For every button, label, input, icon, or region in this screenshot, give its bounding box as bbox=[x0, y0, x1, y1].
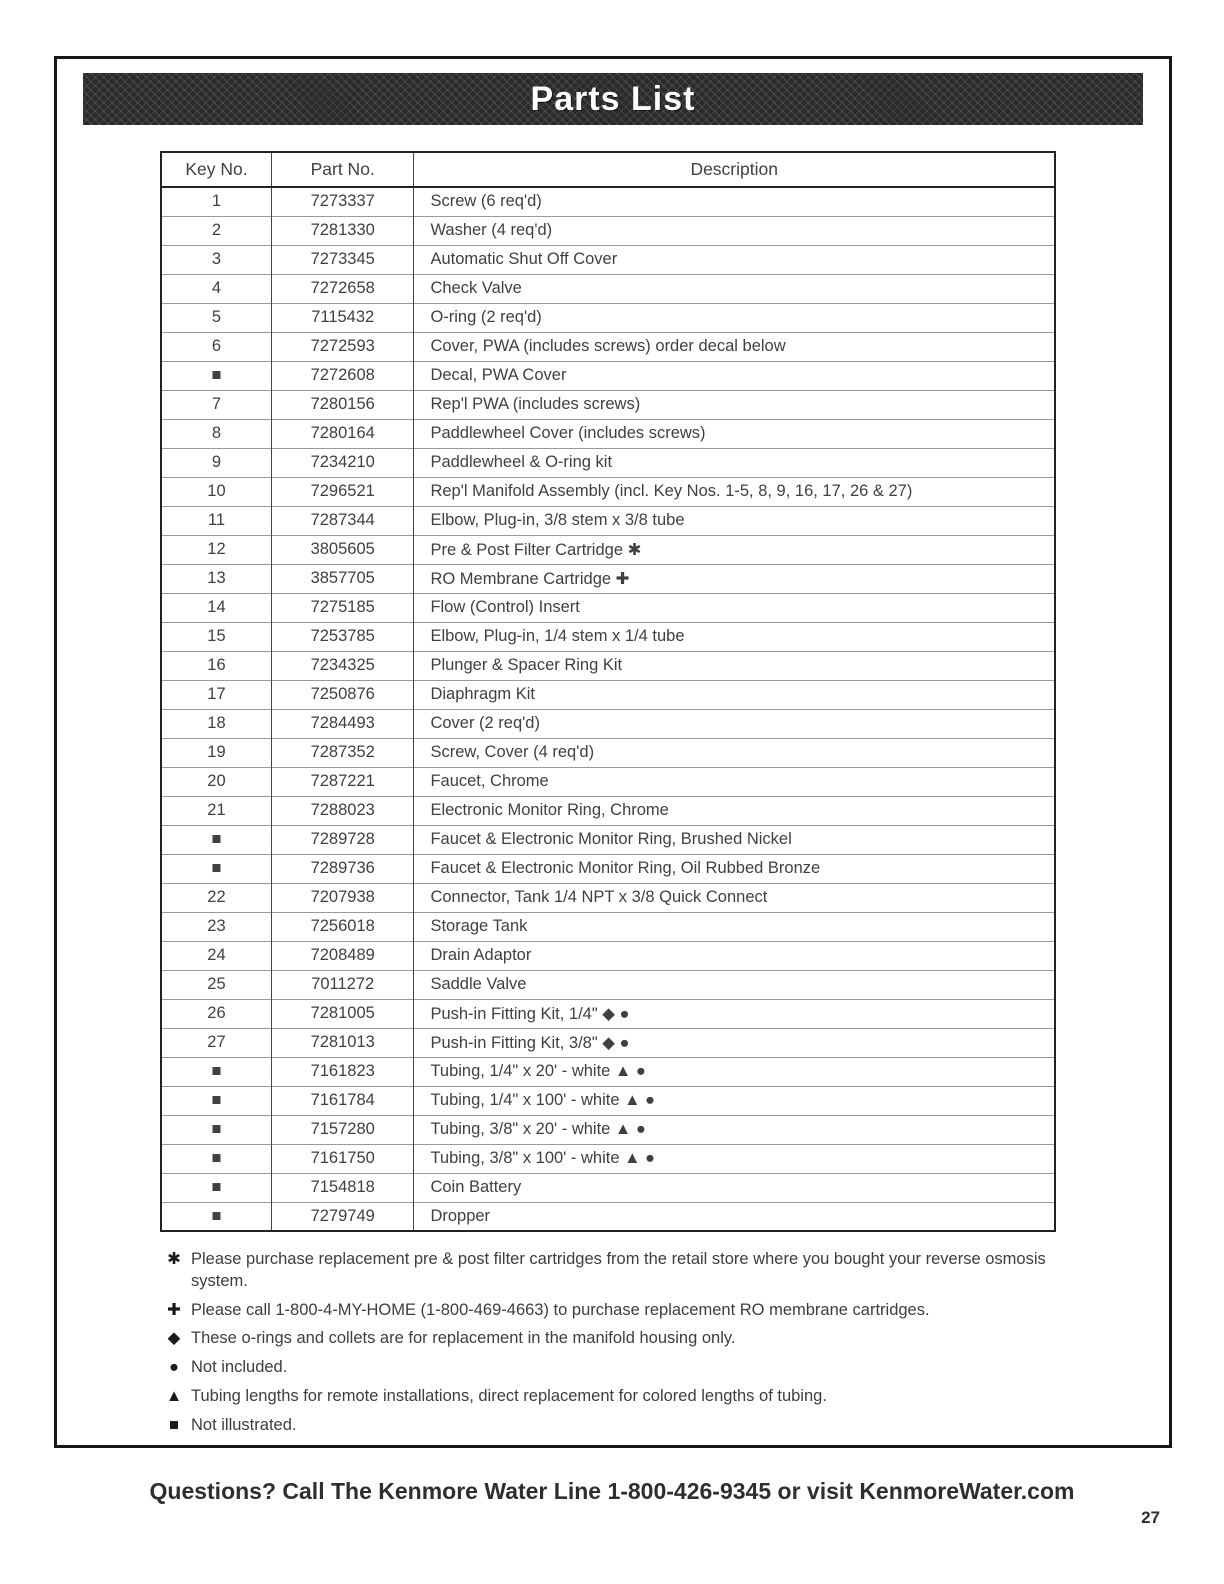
cell-desc: Rep'l Manifold Assembly (incl. Key Nos. 1-5, 8, 9, 16, 17, 26 & 27) bbox=[414, 477, 1055, 506]
cell-key: 7 bbox=[161, 390, 271, 419]
cell-key: 24 bbox=[161, 941, 271, 970]
footnote-symbol-icon: ✚ bbox=[167, 1300, 181, 1319]
cell-part: 7273345 bbox=[271, 245, 413, 274]
cell-key: 6 bbox=[161, 332, 271, 361]
cell-desc: Rep'l PWA (includes screws) bbox=[414, 390, 1055, 419]
cell-key: 26 bbox=[161, 999, 271, 1028]
column-header-part-no: Part No. bbox=[271, 152, 413, 187]
cell-desc: Paddlewheel Cover (includes screws) bbox=[414, 419, 1055, 448]
table-row bbox=[161, 941, 1055, 970]
cell-desc: Elbow, Plug-in, 1/4 stem x 1/4 tube bbox=[414, 622, 1055, 651]
cell-desc: Saddle Valve bbox=[414, 970, 1055, 999]
cell-desc: O-ring (2 req'd) bbox=[414, 303, 1055, 332]
cell-desc: Cover (2 req'd) bbox=[414, 709, 1055, 738]
cell-desc: Drain Adaptor bbox=[414, 941, 1055, 970]
table-row bbox=[161, 883, 1055, 912]
table-row bbox=[161, 680, 1055, 709]
footnote-item bbox=[165, 1328, 1077, 1350]
cell-key: ■ bbox=[161, 1086, 271, 1115]
cell-part: 7272593 bbox=[271, 332, 413, 361]
cell-key: 20 bbox=[161, 767, 271, 796]
cell-desc: Flow (Control) Insert bbox=[414, 593, 1055, 622]
cell-desc: Push-in Fitting Kit, 3/8" ◆ ● bbox=[414, 1028, 1055, 1057]
cell-key: 2 bbox=[161, 216, 271, 245]
cell-desc: Screw (6 req'd) bbox=[414, 187, 1055, 216]
table-row bbox=[161, 274, 1055, 303]
table-row bbox=[161, 506, 1055, 535]
table-row bbox=[161, 1057, 1055, 1086]
cell-desc: Faucet & Electronic Monitor Ring, Oil Rubbed Bronze bbox=[414, 854, 1055, 883]
column-header-key-no: Key No. bbox=[161, 152, 271, 187]
cell-part: 7253785 bbox=[271, 622, 413, 651]
parts-table bbox=[160, 151, 1056, 1232]
cell-part: 7234210 bbox=[271, 448, 413, 477]
footnote-item bbox=[165, 1415, 1077, 1437]
table-row bbox=[161, 796, 1055, 825]
cell-part: 7289736 bbox=[271, 854, 413, 883]
cell-desc: Automatic Shut Off Cover bbox=[414, 245, 1055, 274]
cell-desc: Cover, PWA (includes screws) order decal below bbox=[414, 332, 1055, 361]
cell-part: 7273337 bbox=[271, 187, 413, 216]
table-row bbox=[161, 332, 1055, 361]
cell-key: ■ bbox=[161, 1202, 271, 1231]
cell-part: 3857705 bbox=[271, 564, 413, 593]
cell-desc: Tubing, 3/8" x 20' - white ▲ ● bbox=[414, 1115, 1055, 1144]
cell-desc: Diaphragm Kit bbox=[414, 680, 1055, 709]
cell-desc: Faucet, Chrome bbox=[414, 767, 1055, 796]
cell-key: ■ bbox=[161, 1057, 271, 1086]
cell-key: ■ bbox=[161, 825, 271, 854]
cell-part: 7234325 bbox=[271, 651, 413, 680]
cell-desc: Connector, Tank 1/4 NPT x 3/8 Quick Connect bbox=[414, 883, 1055, 912]
cell-part: 7284493 bbox=[271, 709, 413, 738]
cell-part: 7208489 bbox=[271, 941, 413, 970]
cell-key: 27 bbox=[161, 1028, 271, 1057]
cell-desc: Storage Tank bbox=[414, 912, 1055, 941]
table-row bbox=[161, 216, 1055, 245]
cell-key: 14 bbox=[161, 593, 271, 622]
cell-part: 7161750 bbox=[271, 1144, 413, 1173]
table-row bbox=[161, 1086, 1055, 1115]
cell-key: 15 bbox=[161, 622, 271, 651]
cell-desc: Screw, Cover (4 req'd) bbox=[414, 738, 1055, 767]
footnote-text: Please purchase replacement pre & post filter cartridges from the retail store where you bought your reverse osmosis system. bbox=[191, 1250, 1046, 1290]
footnote-text: These o-rings and collets are for replacement in the manifold housing only. bbox=[191, 1329, 736, 1348]
footnote-item bbox=[165, 1386, 1077, 1408]
table-row bbox=[161, 1202, 1055, 1231]
table-row bbox=[161, 535, 1055, 564]
cell-key: ■ bbox=[161, 854, 271, 883]
cell-key: 23 bbox=[161, 912, 271, 941]
parts-list-border bbox=[54, 56, 1172, 1448]
table-row bbox=[161, 390, 1055, 419]
cell-key: 25 bbox=[161, 970, 271, 999]
footnote-symbol-icon: ● bbox=[169, 1358, 179, 1377]
cell-key: 13 bbox=[161, 564, 271, 593]
table-row bbox=[161, 361, 1055, 390]
table-row bbox=[161, 1144, 1055, 1173]
cell-desc: Paddlewheel & O-ring kit bbox=[414, 448, 1055, 477]
cell-part: 7281013 bbox=[271, 1028, 413, 1057]
table-row bbox=[161, 448, 1055, 477]
parts-list-header-band bbox=[83, 73, 1143, 125]
table-row bbox=[161, 245, 1055, 274]
table-row bbox=[161, 477, 1055, 506]
parts-table-body bbox=[161, 187, 1055, 1231]
cell-part: 7207938 bbox=[271, 883, 413, 912]
footnote-text: Tubing lengths for remote installations, direct replacement for colored lengths of tubing. bbox=[191, 1386, 827, 1405]
footnote-text: Please call 1-800-4-MY-HOME (1-800-469-4663) to purchase replacement RO membrane cartridges. bbox=[191, 1300, 930, 1319]
cell-part: 7161784 bbox=[271, 1086, 413, 1115]
table-row bbox=[161, 303, 1055, 332]
footnote-item bbox=[165, 1249, 1077, 1293]
cell-key: 18 bbox=[161, 709, 271, 738]
cell-part: 7287221 bbox=[271, 767, 413, 796]
table-row bbox=[161, 912, 1055, 941]
table-row bbox=[161, 1028, 1055, 1057]
cell-part: 7272658 bbox=[271, 274, 413, 303]
cell-key: 9 bbox=[161, 448, 271, 477]
cell-part: 7011272 bbox=[271, 970, 413, 999]
cell-desc: Dropper bbox=[414, 1202, 1055, 1231]
cell-part: 7250876 bbox=[271, 680, 413, 709]
cell-key: 12 bbox=[161, 535, 271, 564]
cell-desc: Plunger & Spacer Ring Kit bbox=[414, 651, 1055, 680]
page-title: Parts List bbox=[530, 79, 696, 118]
cell-key: 8 bbox=[161, 419, 271, 448]
footnote-text: Not included. bbox=[191, 1358, 288, 1377]
table-row bbox=[161, 187, 1055, 216]
cell-desc: Tubing, 1/4" x 100' - white ▲ ● bbox=[414, 1086, 1055, 1115]
table-row bbox=[161, 1173, 1055, 1202]
cell-key: 3 bbox=[161, 245, 271, 274]
cell-desc: Pre & Post Filter Cartridge ✱ bbox=[414, 535, 1055, 564]
cell-key: ■ bbox=[161, 1173, 271, 1202]
table-row bbox=[161, 970, 1055, 999]
cell-desc: Tubing, 1/4" x 20' - white ▲ ● bbox=[414, 1057, 1055, 1086]
table-row bbox=[161, 825, 1055, 854]
footnote-symbol-icon: ▲ bbox=[165, 1386, 183, 1405]
table-row bbox=[161, 738, 1055, 767]
cell-key: 4 bbox=[161, 274, 271, 303]
footnote-symbol-icon: ◆ bbox=[167, 1329, 181, 1348]
table-row bbox=[161, 709, 1055, 738]
cell-part: 7289728 bbox=[271, 825, 413, 854]
footnote-item bbox=[165, 1357, 1077, 1379]
cell-key: 17 bbox=[161, 680, 271, 709]
cell-part: 7154818 bbox=[271, 1173, 413, 1202]
cell-desc: RO Membrane Cartridge ✚ bbox=[414, 564, 1055, 593]
table-row bbox=[161, 999, 1055, 1028]
cell-part: 7256018 bbox=[271, 912, 413, 941]
cell-part: 7296521 bbox=[271, 477, 413, 506]
table-row bbox=[161, 854, 1055, 883]
cell-desc: Washer (4 req'd) bbox=[414, 216, 1055, 245]
cell-desc: Electronic Monitor Ring, Chrome bbox=[414, 796, 1055, 825]
cell-key: 11 bbox=[161, 506, 271, 535]
cell-part: 7275185 bbox=[271, 593, 413, 622]
cell-part: 3805605 bbox=[271, 535, 413, 564]
table-row bbox=[161, 564, 1055, 593]
cell-key: ■ bbox=[161, 361, 271, 390]
table-row bbox=[161, 622, 1055, 651]
cell-part: 7281330 bbox=[271, 216, 413, 245]
cell-desc: Faucet & Electronic Monitor Ring, Brushed Nickel bbox=[414, 825, 1055, 854]
cell-key: ■ bbox=[161, 1144, 271, 1173]
page-number: 27 bbox=[1141, 1508, 1160, 1527]
table-header-row bbox=[161, 152, 1055, 187]
footer-text: Questions? Call The Kenmore Water Line 1-800-426-9345 or visit KenmoreWater.com bbox=[149, 1478, 1075, 1504]
cell-part: 7280156 bbox=[271, 390, 413, 419]
cell-desc: Elbow, Plug-in, 3/8 stem x 3/8 tube bbox=[414, 506, 1055, 535]
cell-key: 16 bbox=[161, 651, 271, 680]
table-row bbox=[161, 651, 1055, 680]
footnotes bbox=[165, 1249, 1077, 1443]
cell-part: 7287352 bbox=[271, 738, 413, 767]
footnote-text: Not illustrated. bbox=[191, 1415, 297, 1434]
cell-key: 1 bbox=[161, 187, 271, 216]
cell-part: 7288023 bbox=[271, 796, 413, 825]
cell-desc: Coin Battery bbox=[414, 1173, 1055, 1202]
table-row bbox=[161, 1115, 1055, 1144]
cell-part: 7279749 bbox=[271, 1202, 413, 1231]
footnote-symbol-icon: ✱ bbox=[167, 1250, 181, 1268]
cell-key: 19 bbox=[161, 738, 271, 767]
footnote-item bbox=[165, 1300, 1077, 1322]
cell-part: 7161823 bbox=[271, 1057, 413, 1086]
table-row bbox=[161, 767, 1055, 796]
cell-desc: Decal, PWA Cover bbox=[414, 361, 1055, 390]
table-row bbox=[161, 593, 1055, 622]
cell-desc: Tubing, 3/8" x 100' - white ▲ ● bbox=[414, 1144, 1055, 1173]
cell-key: 22 bbox=[161, 883, 271, 912]
cell-part: 7280164 bbox=[271, 419, 413, 448]
footnote-symbol-icon: ■ bbox=[169, 1415, 179, 1434]
cell-part: 7281005 bbox=[271, 999, 413, 1028]
cell-part: 7272608 bbox=[271, 361, 413, 390]
cell-desc: Check Valve bbox=[414, 274, 1055, 303]
column-header-description: Description bbox=[414, 152, 1055, 187]
cell-desc: Push-in Fitting Kit, 1/4" ◆ ● bbox=[414, 999, 1055, 1028]
cell-key: 10 bbox=[161, 477, 271, 506]
cell-key: 21 bbox=[161, 796, 271, 825]
table-row bbox=[161, 419, 1055, 448]
cell-part: 7287344 bbox=[271, 506, 413, 535]
cell-part: 7157280 bbox=[271, 1115, 413, 1144]
cell-key: ■ bbox=[161, 1115, 271, 1144]
cell-key: 5 bbox=[161, 303, 271, 332]
cell-part: 7115432 bbox=[271, 303, 413, 332]
